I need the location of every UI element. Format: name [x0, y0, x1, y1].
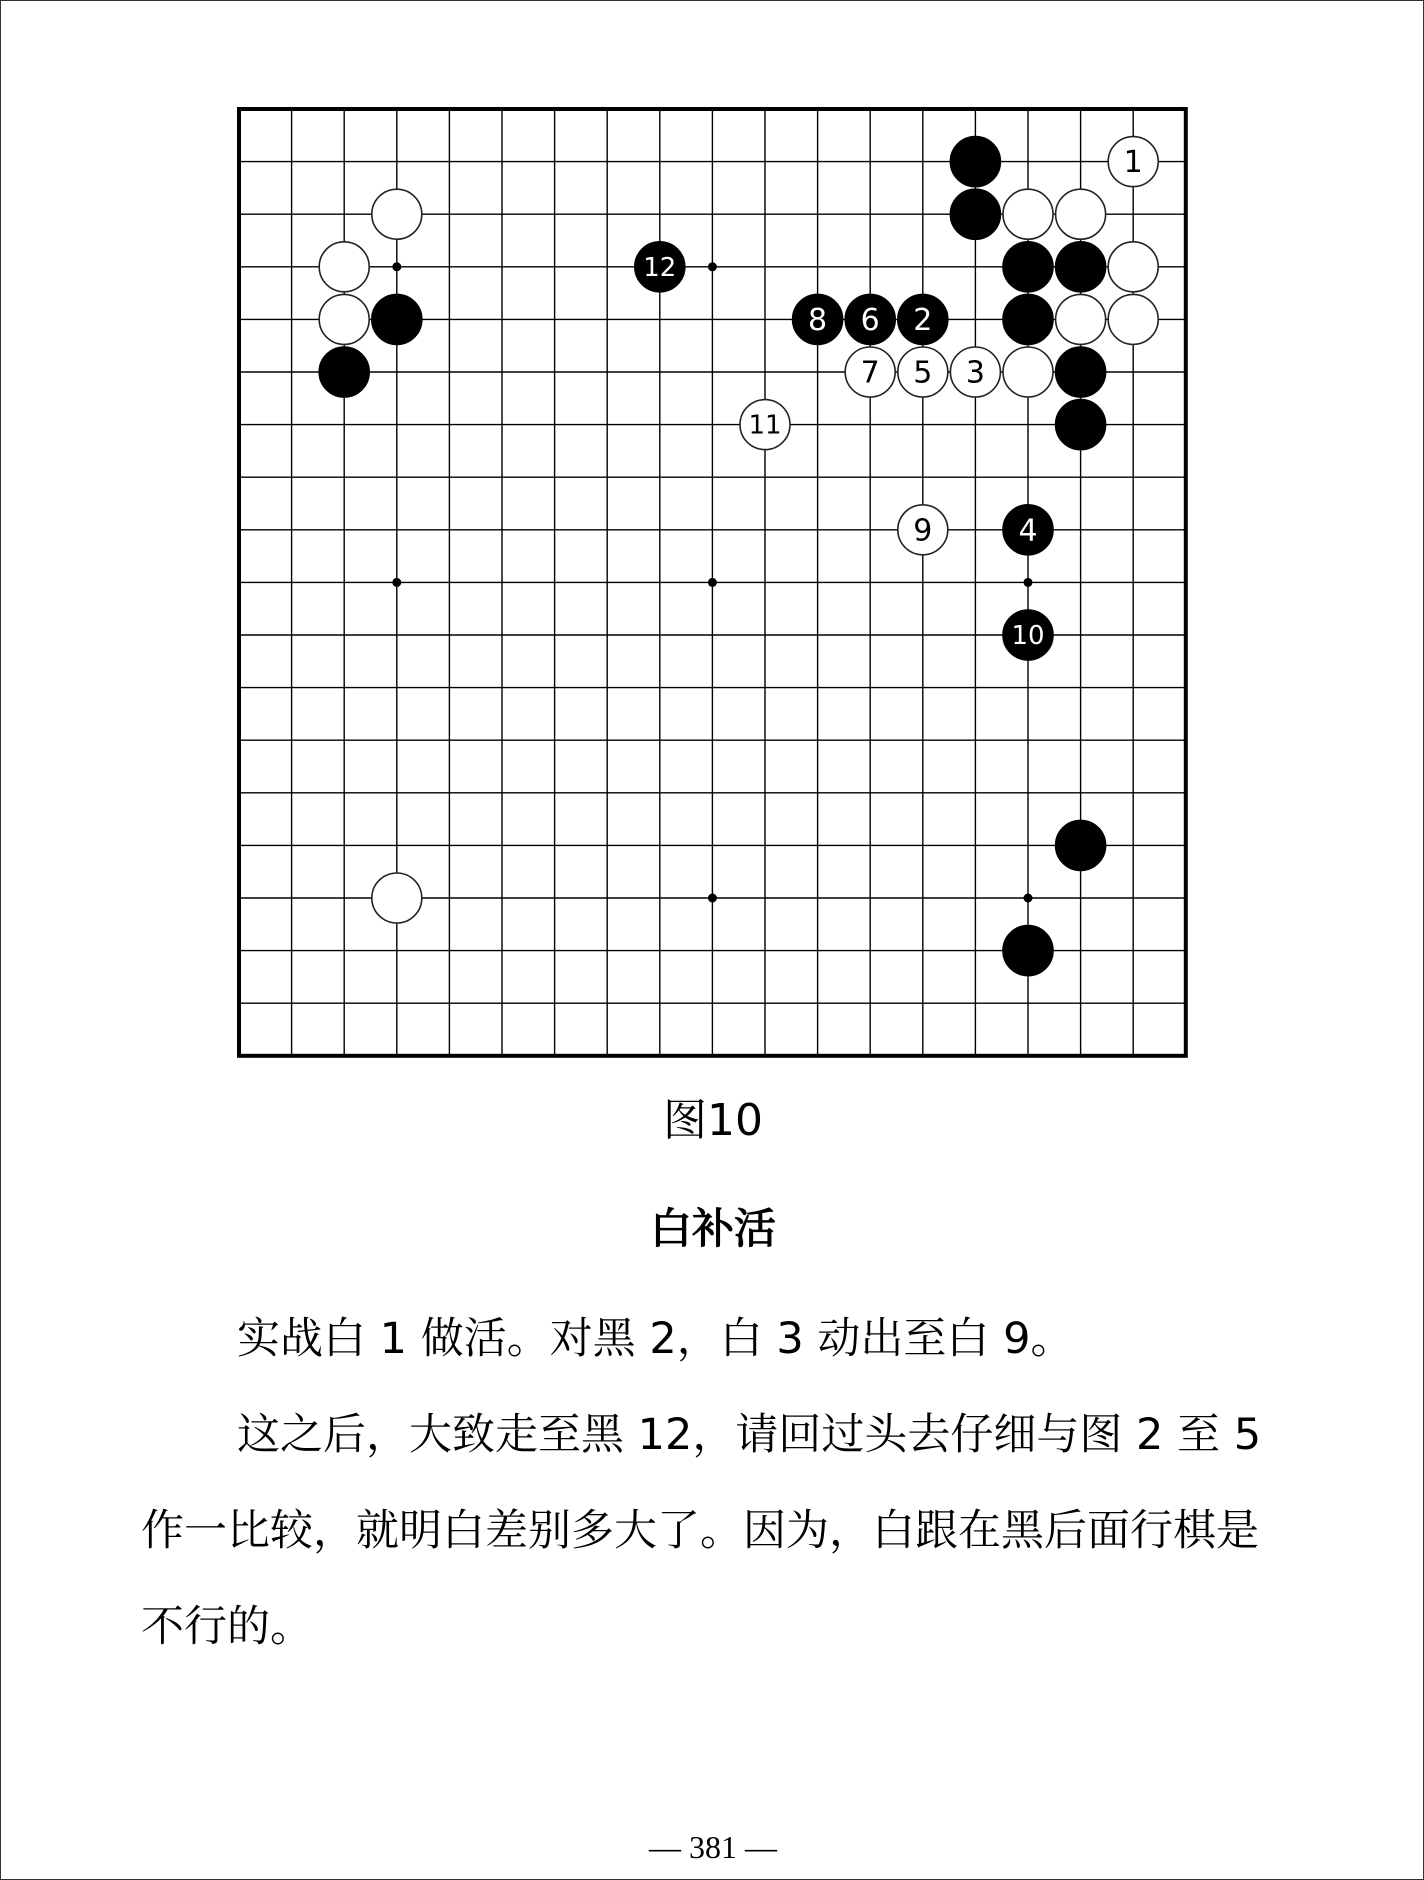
white-stone [372, 189, 422, 239]
star-point [708, 578, 717, 587]
black-stone [950, 189, 1000, 239]
paragraph-1: 实战白 1 做活。对黑 2，白 3 动出至白 9。 [237, 1314, 1074, 1364]
black-stone [950, 137, 1000, 187]
stone-move-number: 9 [913, 513, 933, 549]
black-stone [1003, 294, 1053, 344]
black-stone [1056, 347, 1106, 397]
star-point [1024, 894, 1033, 903]
body-text [141, 1291, 1291, 1675]
white-stone [1056, 294, 1106, 344]
white-stone [372, 873, 422, 923]
black-stone [1003, 926, 1053, 976]
star-point [708, 262, 717, 271]
figure-caption: 图10 [663, 1095, 763, 1146]
black-stone [1056, 400, 1106, 450]
white-stone [1108, 242, 1158, 292]
stone-move-number: 3 [965, 355, 985, 391]
white-stone [1003, 347, 1053, 397]
stone-move-number: 1 [1123, 145, 1143, 181]
star-point [392, 262, 401, 271]
white-stone [1003, 189, 1053, 239]
stone-move-number: 4 [1018, 513, 1038, 549]
white-stone [319, 294, 369, 344]
stone-move-number: 5 [913, 355, 933, 391]
white-stone [1056, 189, 1106, 239]
star-point [708, 894, 717, 903]
star-point [392, 578, 401, 587]
stone-move-number: 10 [1011, 621, 1045, 651]
star-point [1024, 578, 1033, 587]
stone-move-number: 2 [913, 302, 933, 338]
black-stone [1056, 820, 1106, 870]
section-heading: 白补活 [649, 1204, 776, 1253]
stone-move-number: 7 [860, 355, 880, 391]
paragraph-2: 这之后，大致走至黑 12，请回过头去仔细与图 2 至 5 作一比较，就明白差别多大了。因为，白跟在黑后面行棋是不行的。 [141, 1410, 1262, 1652]
page-number: — 381 — [649, 1829, 777, 1865]
stone-move-number: 11 [748, 410, 782, 441]
stone-move-number: 8 [808, 302, 828, 338]
white-stone [1108, 294, 1158, 344]
white-stone [319, 242, 369, 292]
go-board-diagram [1, 1, 1424, 1081]
black-stone [1003, 242, 1053, 292]
stone-move-number: 6 [860, 302, 880, 338]
black-stone [372, 294, 422, 344]
black-stone [319, 347, 369, 397]
stone-move-number: 12 [643, 252, 677, 283]
black-stone [1056, 242, 1106, 292]
